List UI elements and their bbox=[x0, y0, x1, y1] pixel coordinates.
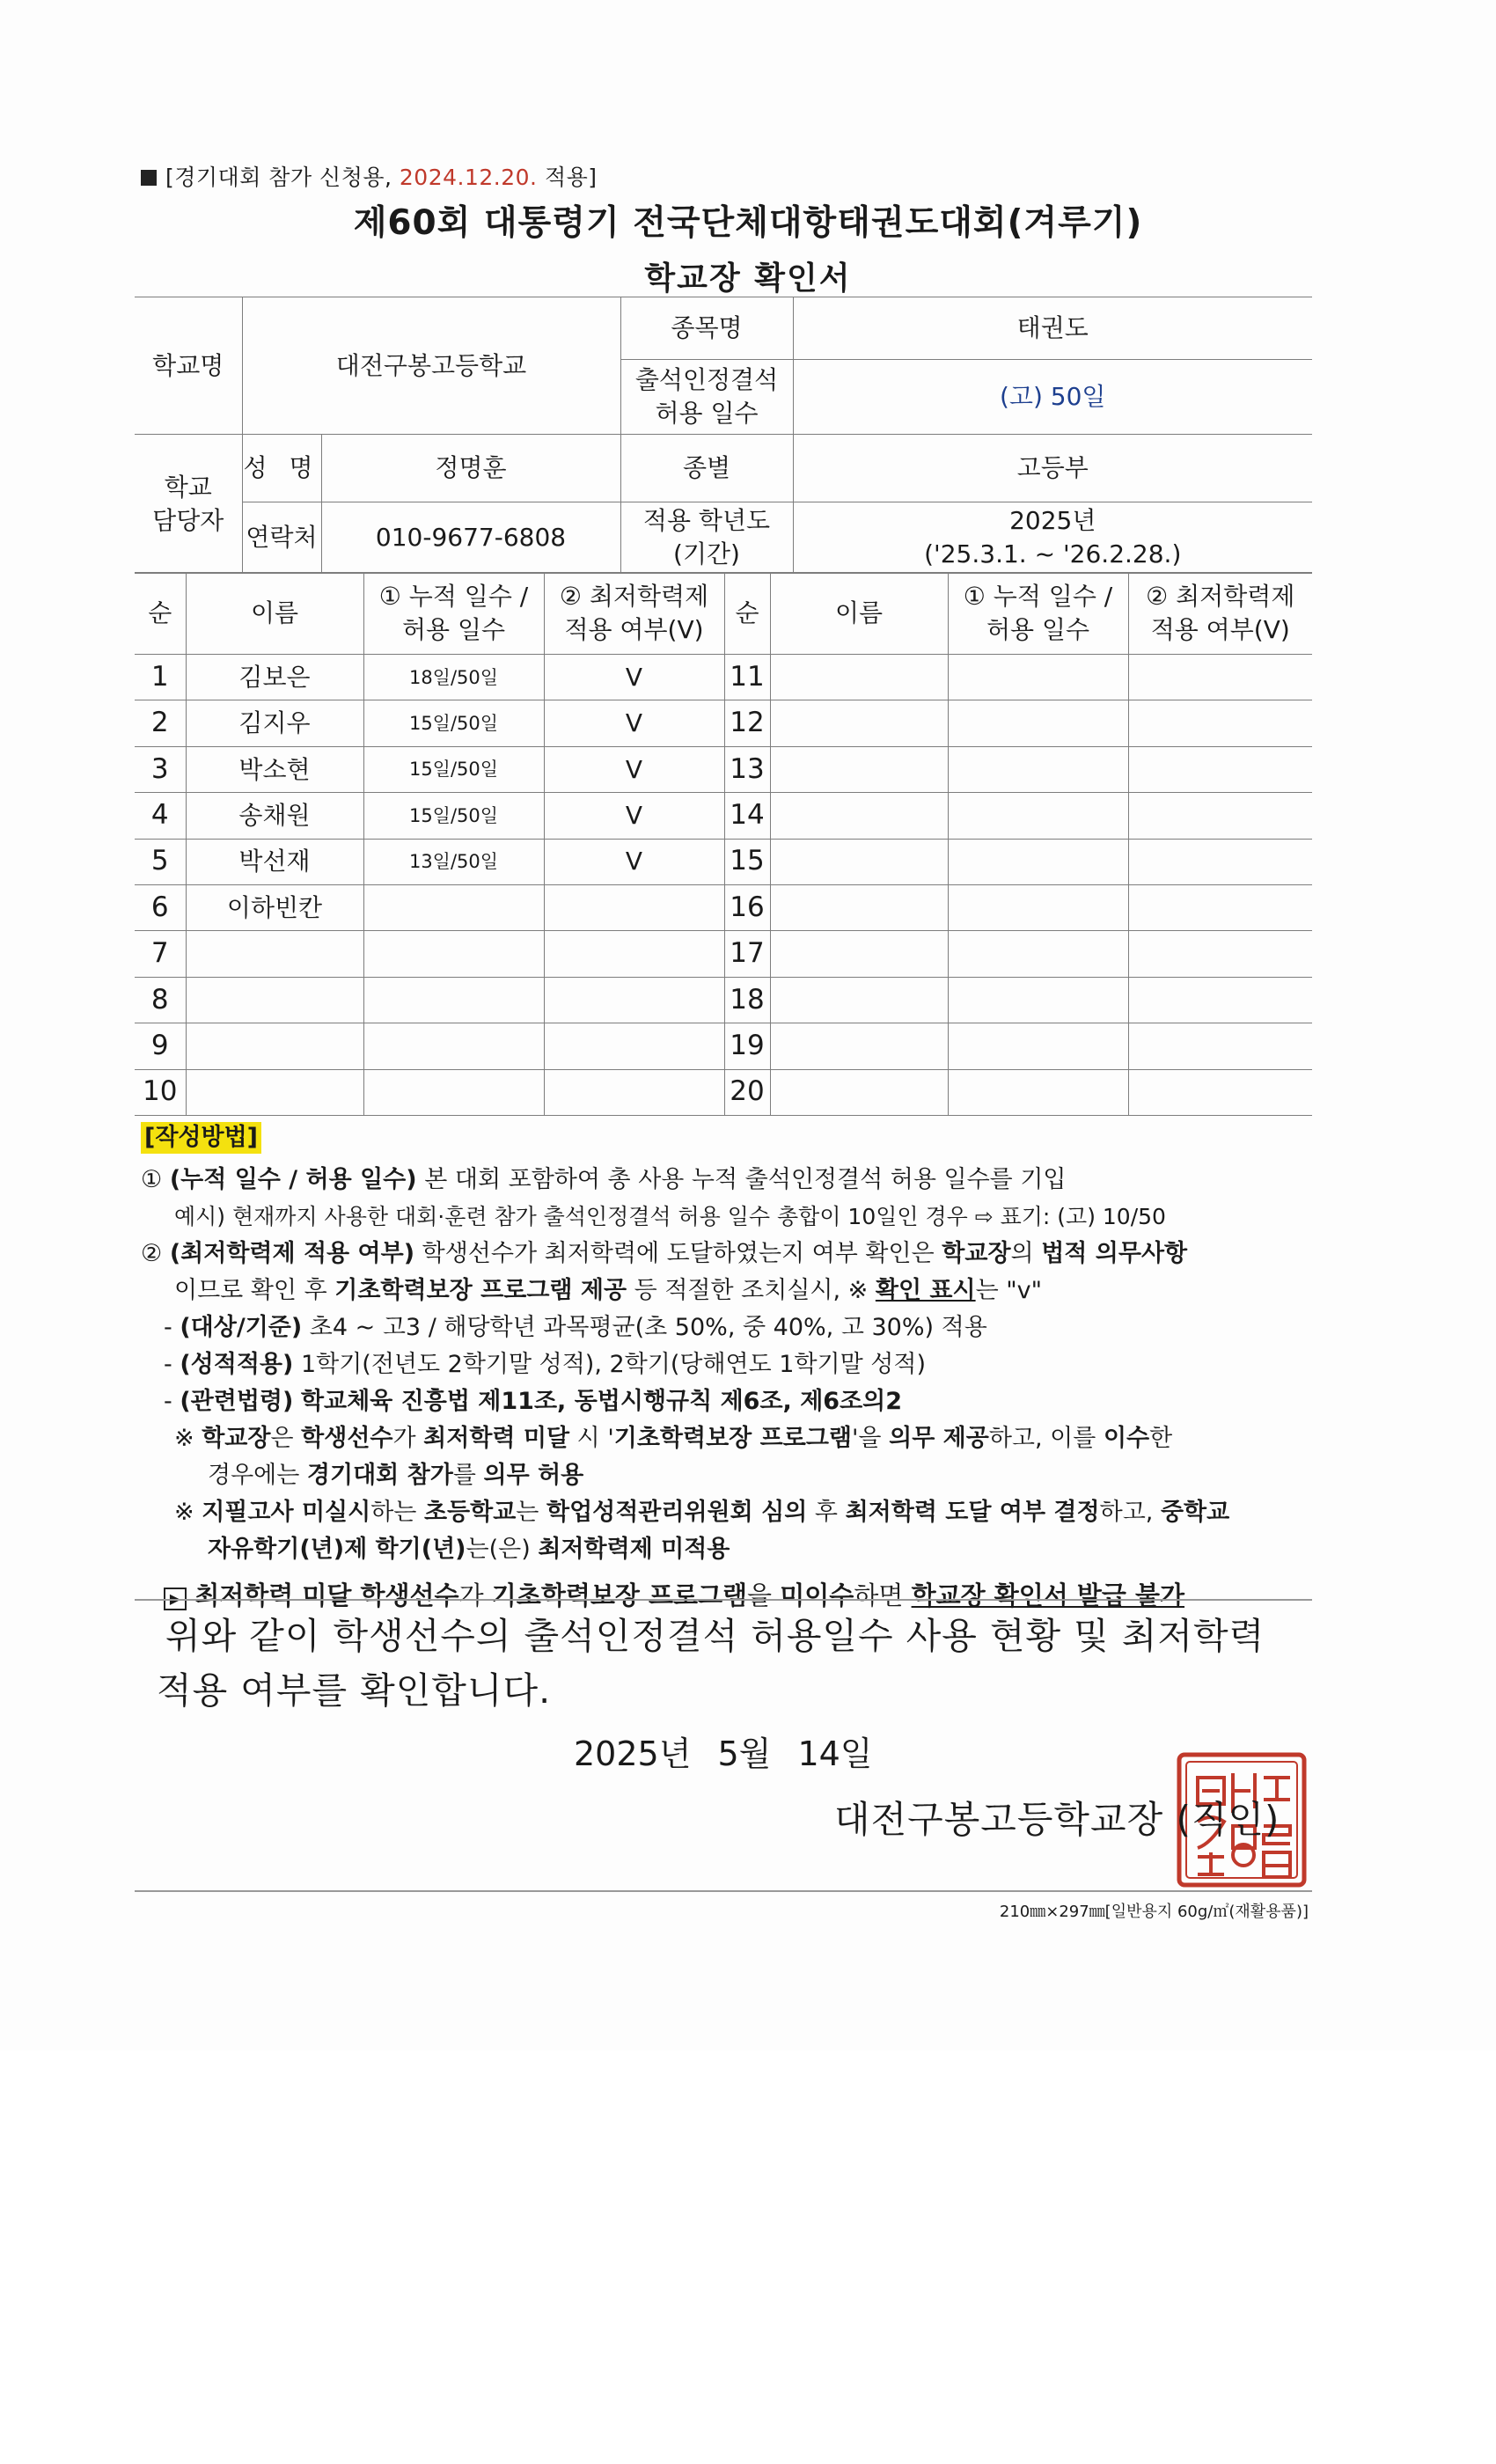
row-number: 6 bbox=[135, 884, 186, 930]
instruction-line-10: ※ 지필고사 미실시하는 초등학교는 학업성적관리위원회 심의 후 최저학력 도달 여부 결정하고, 중학교 bbox=[174, 1499, 1230, 1526]
cumulative-days-2 bbox=[948, 1069, 1128, 1115]
athlete-roster-table bbox=[135, 572, 1312, 1116]
row-number: 9 bbox=[135, 1023, 186, 1069]
min-academic-check-2 bbox=[1128, 655, 1312, 700]
table-row bbox=[135, 655, 1312, 700]
cumulative-days bbox=[363, 1023, 544, 1069]
instructions-tag: [작성방법] bbox=[141, 1119, 261, 1156]
min-academic-check-2 bbox=[1128, 977, 1312, 1023]
athlete-name bbox=[186, 931, 363, 977]
athlete-name bbox=[186, 1023, 363, 1069]
min-academic-check: V bbox=[544, 746, 724, 792]
document-title: 제60회 대통령기 전국단체대항태권도대회(겨루기) bbox=[353, 203, 1143, 243]
min-academic-check-2 bbox=[1128, 884, 1312, 930]
school-info-table bbox=[135, 297, 1312, 574]
row-number: 1 bbox=[135, 655, 186, 700]
divider-top bbox=[135, 1599, 1312, 1601]
instruction-line-7: - (관련법령) 학교체육 진흥법 제11조, 동법시행규칙 제6조, 제6조의2 bbox=[164, 1388, 903, 1415]
min-academic-check-2 bbox=[1128, 746, 1312, 792]
name-value: 정명훈 bbox=[321, 435, 620, 502]
paper-spec: 210㎜×297㎜[일반용지 60g/㎡(재활용품)] bbox=[999, 1903, 1309, 1921]
row-number-2: 19 bbox=[724, 1023, 770, 1069]
instruction-line-3: ② (최저학력제 적용 여부) 학생선수가 최저학력에 도달하였는지 여부 확인은 학교장의 법적 의무사항 bbox=[141, 1240, 1188, 1267]
row-number: 10 bbox=[135, 1069, 186, 1115]
allowed-days-value: (고) 50일 bbox=[793, 360, 1312, 435]
athlete-name-2 bbox=[770, 884, 948, 930]
athlete-name: 이하빈칸 bbox=[186, 884, 363, 930]
row-number-2: 14 bbox=[724, 793, 770, 839]
athlete-name-2 bbox=[770, 931, 948, 977]
min-academic-check: V bbox=[544, 700, 724, 746]
header-days-2: ① 누적 일수 / 허용 일수 bbox=[948, 573, 1128, 655]
instruction-line-8: ※ 학교장은 학생선수가 최저학력 미달 시 '기초학력보장 프로그램'을 의무 제공하고, 이를 이수한 bbox=[174, 1425, 1173, 1452]
min-academic-check: V bbox=[544, 839, 724, 884]
cumulative-days: 18일/50일 bbox=[363, 655, 544, 700]
athlete-name-2 bbox=[770, 700, 948, 746]
school-value: 대전구봉고등학교 bbox=[242, 297, 620, 435]
min-academic-check bbox=[544, 931, 724, 977]
divider-bottom bbox=[135, 1890, 1312, 1892]
min-academic-check-2 bbox=[1128, 700, 1312, 746]
min-academic-check bbox=[544, 977, 724, 1023]
roster-header-row bbox=[135, 573, 1312, 655]
event-value: 태권도 bbox=[793, 297, 1312, 360]
athlete-name bbox=[186, 1069, 363, 1115]
note-date: 2024.12.20. bbox=[399, 165, 538, 190]
instruction-line-9: 경우에는 경기대회 참가를 의무 허용 bbox=[208, 1462, 584, 1489]
header-name: 이름 bbox=[186, 573, 363, 655]
confirmation-statement bbox=[157, 1609, 1309, 1718]
issue-date: 2025년 5월 14일 bbox=[574, 1734, 873, 1773]
note-suffix: 적용] bbox=[544, 165, 598, 190]
min-academic-check: V bbox=[544, 655, 724, 700]
min-academic-check-2 bbox=[1128, 1069, 1312, 1115]
table-row bbox=[135, 746, 1312, 792]
athlete-name: 송채원 bbox=[186, 793, 363, 839]
cumulative-days-2 bbox=[948, 1023, 1128, 1069]
header-no: 순 bbox=[135, 573, 186, 655]
min-academic-check bbox=[544, 1069, 724, 1115]
instruction-line-4: 이므로 확인 후 기초학력보장 프로그램 제공 등 적절한 조치실시, ※ 확인 표시는 "v" bbox=[174, 1277, 1043, 1304]
header-note bbox=[141, 160, 598, 192]
row-number-2: 13 bbox=[724, 746, 770, 792]
cumulative-days bbox=[363, 977, 544, 1023]
contact-value: 010-9677-6808 bbox=[321, 502, 620, 574]
table-row bbox=[135, 1069, 1312, 1115]
cumulative-days-2 bbox=[948, 839, 1128, 884]
min-academic-check-2 bbox=[1128, 793, 1312, 839]
row-number-2: 15 bbox=[724, 839, 770, 884]
cumulative-days-2 bbox=[948, 746, 1128, 792]
athlete-name-2 bbox=[770, 1023, 948, 1069]
statement-line-2: 적용 여부를 확인합니다. bbox=[157, 1669, 552, 1712]
row-number: 4 bbox=[135, 793, 186, 839]
instruction-line-11: 자유학기(년)제 학기(년)는(은) 최저학력제 미적용 bbox=[208, 1536, 730, 1563]
square-bullet-icon bbox=[141, 170, 157, 186]
athlete-name-2 bbox=[770, 793, 948, 839]
instruction-line-6: - (성적적용) 1학기(전년도 2학기말 성적), 2학기(당해연도 1학기말 성적) bbox=[164, 1351, 927, 1378]
table-row bbox=[135, 1023, 1312, 1069]
year-value: 2025년 ('25.3.1. ~ '26.2.28.) bbox=[793, 502, 1312, 574]
athlete-name bbox=[186, 977, 363, 1023]
allowed-days-label: 출석인정결석 허용 일수 bbox=[620, 360, 793, 435]
cumulative-days: 15일/50일 bbox=[363, 746, 544, 792]
cumulative-days-2 bbox=[948, 655, 1128, 700]
row-number: 5 bbox=[135, 839, 186, 884]
year-label: 적용 학년도 (기간) bbox=[620, 502, 793, 574]
header-no-2: 순 bbox=[724, 573, 770, 655]
table-row bbox=[135, 700, 1312, 746]
cumulative-days-2 bbox=[948, 977, 1128, 1023]
min-academic-check bbox=[544, 1023, 724, 1069]
event-label: 종목명 bbox=[620, 297, 793, 360]
statement-line-1: 위와 같이 학생선수의 출석인정결석 허용일수 사용 현황 및 최저학력 bbox=[165, 1615, 1265, 1657]
cumulative-days: 15일/50일 bbox=[363, 700, 544, 746]
table-row bbox=[135, 884, 1312, 930]
row-number: 3 bbox=[135, 746, 186, 792]
row-number: 2 bbox=[135, 700, 186, 746]
cumulative-days bbox=[363, 1069, 544, 1115]
instruction-line-12: ▶ 최저학력 미달 학생선수가 기초학력보장 프로그램을 미이수하면 학교장 확인서 발급 불가 bbox=[164, 1577, 1184, 1614]
min-academic-check bbox=[544, 884, 724, 930]
cumulative-days bbox=[363, 884, 544, 930]
row-number: 8 bbox=[135, 977, 186, 1023]
cumulative-days-2 bbox=[948, 931, 1128, 977]
row-number-2: 12 bbox=[724, 700, 770, 746]
instruction-line-5: - (대상/기준) 초4 ~ 고3 / 해당학년 과목평균(초 50%, 중 40%, 고 30%) 적용 bbox=[164, 1314, 987, 1341]
header-min-academic-2: ② 최저학력제 적용 여부(V) bbox=[1128, 573, 1312, 655]
athlete-name: 김보은 bbox=[186, 655, 363, 700]
row-number-2: 11 bbox=[724, 655, 770, 700]
min-academic-check-2 bbox=[1128, 1023, 1312, 1069]
header-min-academic: ② 최저학력제 적용 여부(V) bbox=[544, 573, 724, 655]
header-name-2: 이름 bbox=[770, 573, 948, 655]
cumulative-days bbox=[363, 931, 544, 977]
cumulative-days-2 bbox=[948, 700, 1128, 746]
instruction-line-2: 예시) 현재까지 사용한 대회·훈련 참가 출석인정결석 허용 일수 총합이 10일인 경우 ⇨ 표기: (고) 10/50 bbox=[174, 1204, 1166, 1229]
athlete-name: 박선재 bbox=[186, 839, 363, 884]
contact-label: 연락처 bbox=[242, 502, 321, 574]
athlete-name: 박소현 bbox=[186, 746, 363, 792]
table-row bbox=[135, 839, 1312, 884]
row-number-2: 17 bbox=[724, 931, 770, 977]
note-prefix: [경기대회 참가 신청용, bbox=[165, 165, 392, 190]
table-row bbox=[135, 977, 1312, 1023]
row-number-2: 20 bbox=[724, 1069, 770, 1115]
athlete-name-2 bbox=[770, 655, 948, 700]
row-number-2: 16 bbox=[724, 884, 770, 930]
cumulative-days: 15일/50일 bbox=[363, 793, 544, 839]
division-label: 종별 bbox=[620, 435, 793, 502]
table-row bbox=[135, 931, 1312, 977]
header-days: ① 누적 일수 / 허용 일수 bbox=[363, 573, 544, 655]
cumulative-days-2 bbox=[948, 793, 1128, 839]
instruction-line-1: ① (누적 일수 / 허용 일수) 본 대회 포함하여 총 사용 누적 출석인정결석 허용 일수를 기입 bbox=[141, 1166, 1067, 1193]
min-academic-check-2 bbox=[1128, 839, 1312, 884]
athlete-name-2 bbox=[770, 977, 948, 1023]
table-row bbox=[135, 793, 1312, 839]
cumulative-days: 13일/50일 bbox=[363, 839, 544, 884]
min-academic-check-2 bbox=[1128, 931, 1312, 977]
row-number-2: 18 bbox=[724, 977, 770, 1023]
document-subtitle: 학교장 확인서 bbox=[644, 260, 852, 297]
staff-label: 학교 담당자 bbox=[135, 435, 242, 574]
cumulative-days-2 bbox=[948, 884, 1128, 930]
principal-signature: 대전구봉고등학교장 (직인) bbox=[834, 1798, 1280, 1841]
athlete-name-2 bbox=[770, 1069, 948, 1115]
athlete-name: 김지우 bbox=[186, 700, 363, 746]
athlete-name-2 bbox=[770, 839, 948, 884]
school-label: 학교명 bbox=[135, 297, 242, 435]
row-number: 7 bbox=[135, 931, 186, 977]
arrow-box-icon: ▶ bbox=[164, 1588, 187, 1610]
division-value: 고등부 bbox=[793, 435, 1312, 502]
min-academic-check: V bbox=[544, 793, 724, 839]
name-label: 성 명 bbox=[242, 435, 321, 502]
athlete-name-2 bbox=[770, 746, 948, 792]
